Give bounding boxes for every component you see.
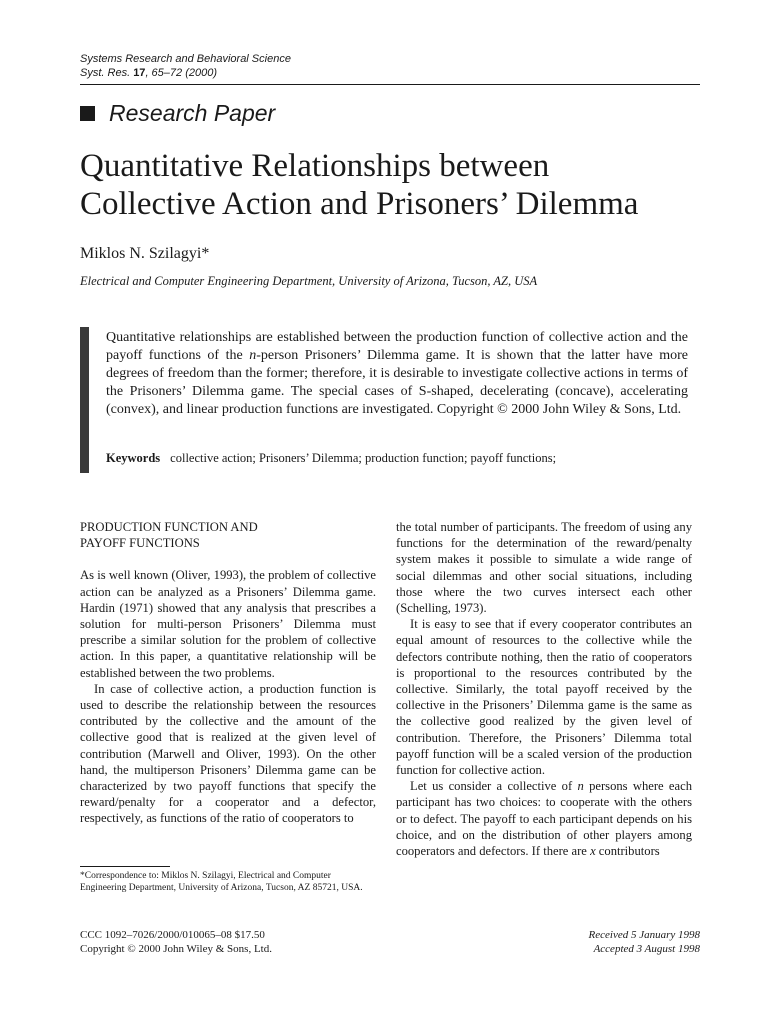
header-rule [80,84,700,85]
column-left [80,519,376,827]
abstract-part-2: -person Prisoners’ Dilemma game. It is shown that the latter have more degrees of freedom than the former; therefore, it is desirable to investigate collective actions in terms of the Prisoners’ Dilemma game. The special cases of S-shaped, decelerating (concave), accelerating (convex), and linear production functions are investigated. Copyright © 2000 John Wiley & Sons, Ltd. [106,348,688,417]
section-heading [80,519,376,551]
title-line-2: Collective Action and Prisoners’ Dilemma [80,186,639,222]
paragraph: As is well known (Oliver, 1993), the problem of collective action can be analyzed as a Prisoners’ Dilemma game. Hardin (1971) showed that any analysis that prescribes a solution for multi-person Prisoners’ Dilemma must prescribe a similar solution for the problem of collective action. In this paper, a quantitative relationship will be established between the two problems. [80,568,376,680]
journal-name: Systems Research and Behavioral Science [80,53,291,65]
text-run: persons where each participant has two choices: to cooperate with the others or to defect. The payoff to each participant depends on his choice, and on the distribution of other players among cooperators and defectors. If there are [396,779,692,859]
abstract-n: n [249,348,257,363]
abstract-bar [80,327,89,473]
heading-line-2: PAYOFF FUNCTIONS [80,536,200,551]
footnote: *Correspondence to: Miklos N. Szilagyi, Electrical and Computer Engineering Department, University of Arizona, Tucson, AZ 85721, USA. [80,871,363,893]
accepted-date: Accepted 3 August 1998 [593,942,700,955]
square-bullet-icon [80,106,95,121]
footnote-rule [80,866,170,867]
keywords-label: Keywords [106,451,161,465]
ccc-code: CCC 1092–7026/2000/010065–08 $17.50 [80,929,265,941]
paragraph: It is easy to see that if every cooperator contributes an equal amount of resources to the collective while the defectors contribute nothing, then the ratio of cooperators is proportional to the resources contributed by the collective. Similarly, the total payoff received by the collective in the Prisoners’ Dilemma game is the same as the collective good realized by the given level of contribution. Therefore, the Prisoners’ Dilemma total payoff function will be a scaled version of the production function for collective action. [396,617,692,778]
column-right [396,519,692,859]
citation-volume: 17 [133,67,146,79]
paragraph [396,778,692,859]
heading-line-1: PRODUCTION FUNCTION AND [80,520,258,534]
section-label-text: Research Paper [109,100,276,126]
title-line-1: Quantitative Relationships between [80,148,550,184]
section-label [80,100,275,127]
paragraph: In case of collective action, a production function is used to describe the relationship between the resources contributed by the collective and the amount of the collective good that is realized at the given level of contribution (Marwell and Oliver, 1993). On the other hand, the multiperson Prisoners’ Dilemma game can be characterized by two payoff functions that specify the reward/penalty for a cooperator and a defector, respectively, as functions of the ratio of cooperators to [80,681,376,826]
author-name: Miklos N. Szilagyi* [80,245,210,262]
italic-n: n [577,779,584,794]
date-info [589,929,700,956]
keywords [106,451,688,466]
abstract [106,329,688,419]
journal-citation [80,66,700,80]
text-run: contributors [595,844,660,859]
keywords-text: collective action; Prisoners’ Dilemma; production function; payoff functions; [170,451,557,465]
publication-info [80,929,272,956]
copyright-notice: Copyright © 2000 John Wiley & Sons, Ltd. [80,942,272,955]
paragraph: the total number of participants. The freedom of using any functions for the determination of the reward/penalty system makes it possible to simulate a wide range of social dilemmas and other social situations, including those where the two curves intersect each other (Schelling, 1973). [396,520,692,616]
italic-x: x [590,844,596,859]
citation-pages: , 65–72 (2000) [145,67,217,79]
citation-prefix: Syst. Res. [80,67,131,79]
abstract-part-1: Quantitative relationships are established between the production function of collective action and the payoff functions of the [106,330,688,363]
journal-header [80,52,700,80]
paper-title [80,147,700,223]
received-date: Received 5 January 1998 [588,929,700,941]
text-run: Let us consider a collective of [410,779,578,794]
affiliation: Electrical and Computer Engineering Department, University of Arizona, Tucson, AZ, USA [80,274,538,288]
